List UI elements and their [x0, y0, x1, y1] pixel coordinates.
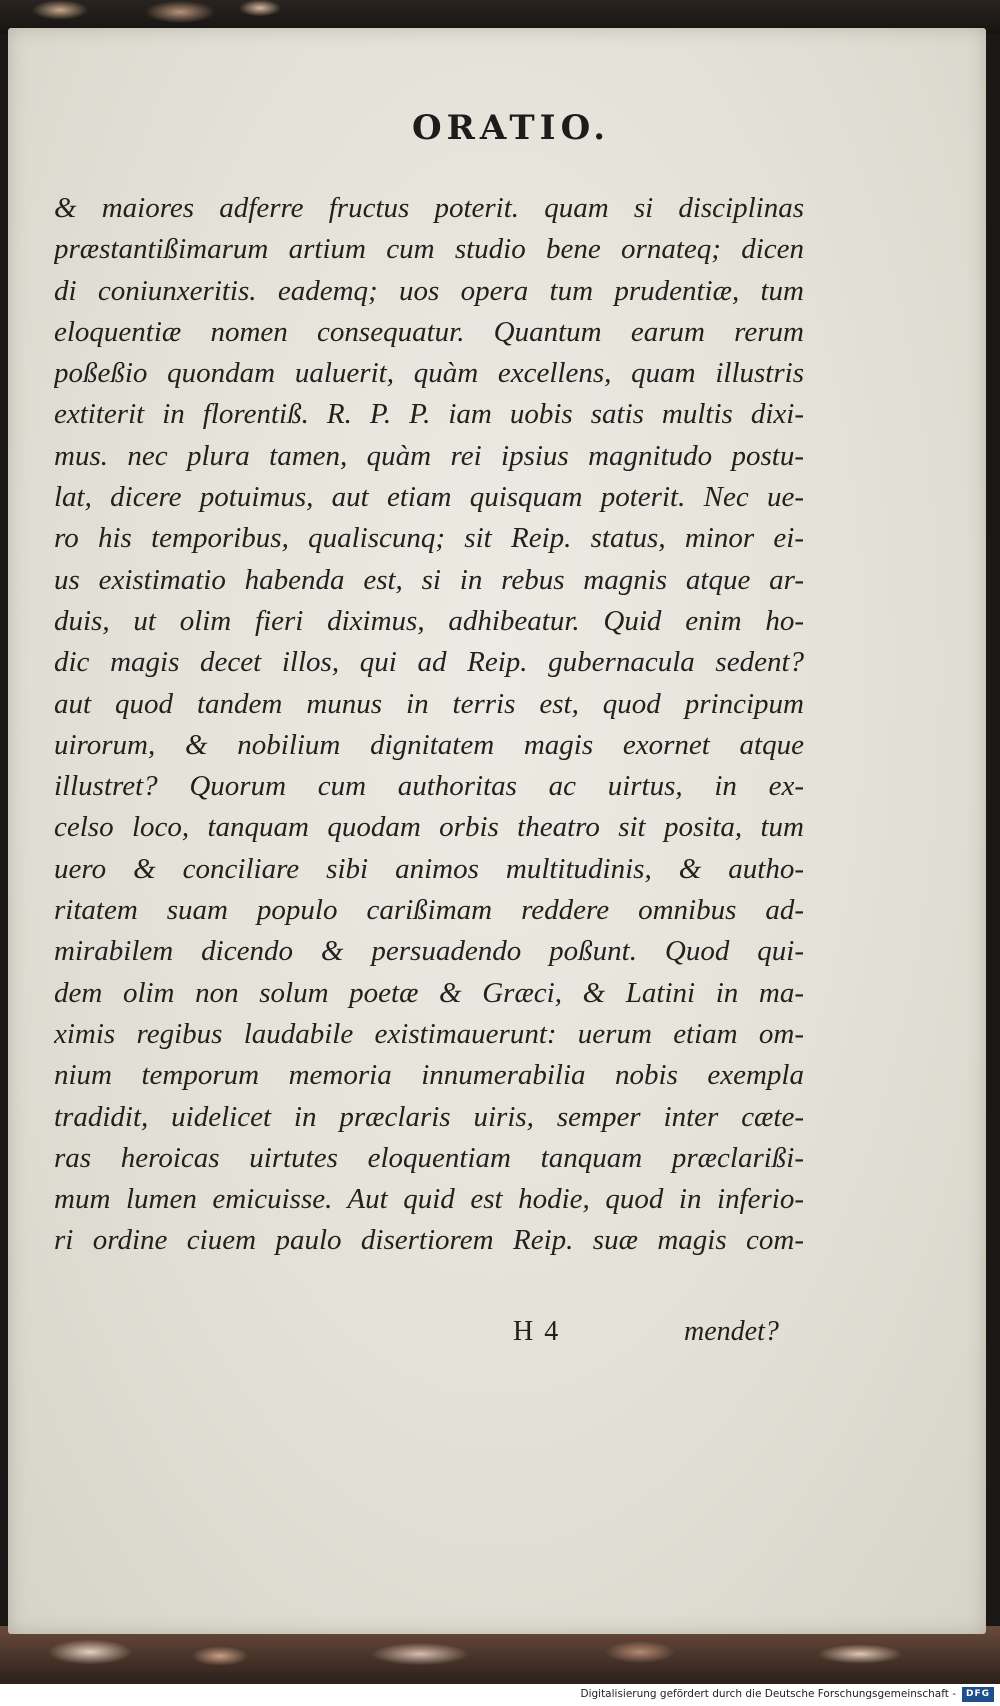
text-line: dem olim non solum poetæ & Græci, & Latini in ma-	[54, 976, 804, 1009]
marbled-binding-bottom	[0, 1626, 1000, 1684]
signature-line	[8, 1316, 986, 1360]
text-line: aut quod tandem munus in terris est, quod principum	[54, 687, 804, 720]
dfg-logo: DFG	[962, 1687, 994, 1702]
text-line: & maiores adferre fructus poterit. quam si disciplinas	[54, 192, 804, 224]
text-line: poßeßio quondam ualuerit, quàm excellens, quam illustris	[54, 357, 804, 390]
text-line: di coniunxeritis. eademq; uos opera tum prudentiæ, tum	[54, 274, 804, 307]
text-line: uero & conciliare sibi animos multitudinis, & autho-	[54, 852, 804, 885]
text-line: ximis regibus laudabile existimauerunt: uerum etiam om-	[54, 1017, 804, 1050]
signature-mark: H 4	[513, 1316, 561, 1347]
text-line: eloquentiæ nomen consequatur. Quantum earum rerum	[54, 315, 804, 348]
text-line: ritatem suam populo carißimam reddere omnibus ad-	[54, 894, 804, 927]
text-line: mus. nec plura tamen, quàm rei ipsius magnitudo postu-	[54, 439, 804, 472]
text-line: mum lumen emicuisse. Aut quid est hodie, quod in inferio-	[54, 1183, 804, 1216]
text-line: us existimatio habenda est, si in rebus magnis atque ar-	[54, 563, 804, 596]
text-line: uirorum, & nobilium dignitatem magis exornet atque	[54, 728, 804, 761]
digitization-footer	[0, 1684, 1000, 1706]
text-line: dic magis decet illos, qui ad Reip. gubernacula sedent?	[54, 646, 804, 679]
text-line: mirabilem dicendo & persuadendo poßunt. Quod qui-	[54, 935, 804, 968]
text-line: extiterit in florentiß. R. P. P. iam uobis satis multis dixi-	[54, 398, 804, 431]
text-line: celso loco, tanquam quodam orbis theatro sit posita, tum	[54, 811, 804, 844]
text-line: illustret? Quorum cum authoritas ac uirtus, in ex-	[54, 770, 804, 803]
funding-credit: Digitalisierung gefördert durch die Deutsche Forschungsgemeinschaft -	[580, 1688, 956, 1700]
body-text	[54, 188, 804, 1262]
text-line: præstantißimarum artium cum studio bene ornateq; dicen	[54, 233, 804, 266]
text-line: lat, dicere potuimus, aut etiam quisquam poterit. Nec ue-	[54, 481, 804, 514]
text-line: nium temporum memoria innumerabilia nobis exempla	[54, 1059, 804, 1092]
text-line: duis, ut olim fieri diximus, adhibeatur. Quid enim ho-	[54, 604, 804, 637]
text-line: tradidit, uidelicet in præclaris uiris, semper inter cæte-	[54, 1100, 804, 1133]
text-line: ras heroicas uirtutes eloquentiam tanquam præclarißi-	[54, 1141, 804, 1174]
catchword: mendet?	[684, 1316, 779, 1347]
text-line: ri ordine ciuem paulo disertiorem Reip. suæ magis com-	[54, 1224, 804, 1257]
book-page	[8, 28, 986, 1634]
text-line: ro his temporibus, qualiscunq; sit Reip. status, minor ei-	[54, 522, 804, 555]
running-head: ORATIO.	[411, 108, 611, 148]
